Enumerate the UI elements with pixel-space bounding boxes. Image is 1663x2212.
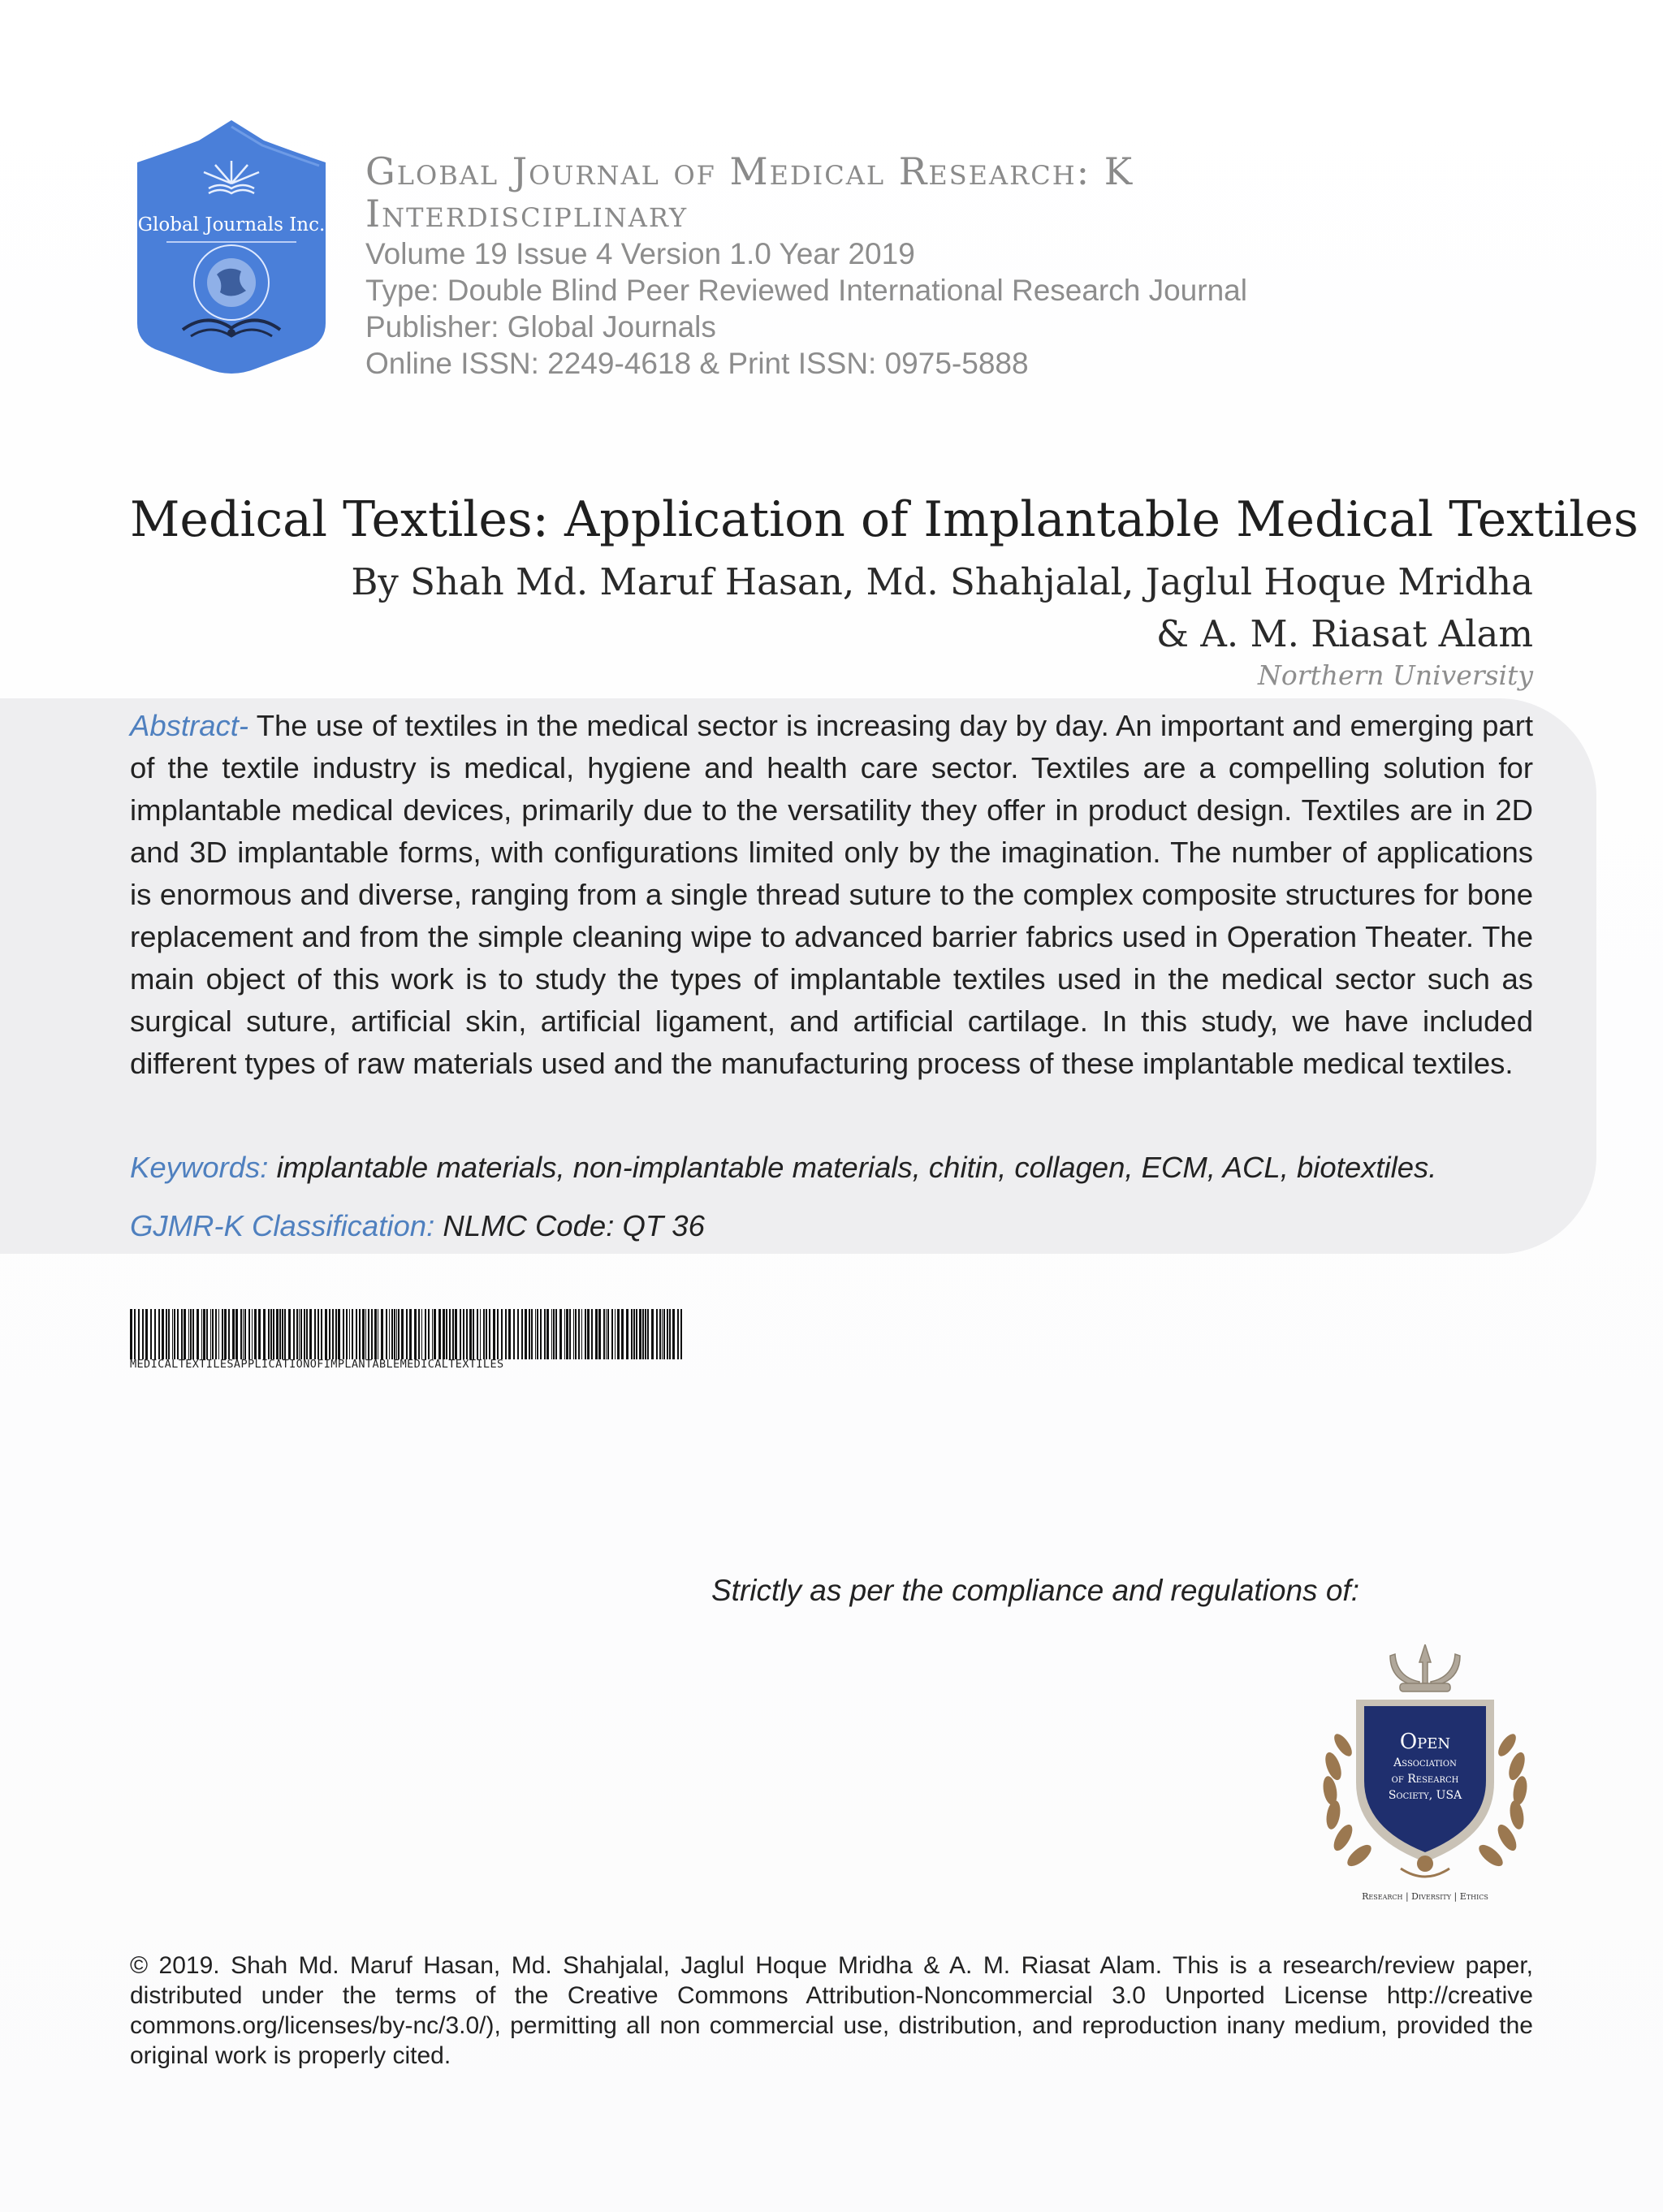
barcode-bar [647,1309,649,1359]
barcode-bar [434,1309,436,1359]
barcode-bar [421,1309,422,1359]
classification-label: GJMR-K Classification: [130,1209,435,1242]
barcode-bar [240,1309,242,1359]
oars-logo [1315,1644,1535,1904]
barcode-bar [254,1309,257,1359]
barcode-bar [540,1309,542,1359]
barcode-bar [611,1309,613,1359]
barcode-bar [398,1309,400,1359]
barcode-bar [463,1309,464,1359]
barcode-bar [222,1309,223,1359]
barcode-bar [368,1309,369,1359]
barcode-bar [321,1309,322,1359]
barcode-bar [645,1309,646,1359]
barcode-bar [309,1309,312,1359]
barcode-bar [578,1309,580,1359]
barcode-bar [546,1309,549,1359]
barcode-bar [394,1309,395,1359]
barcode-text: MEDICALTEXTILESAPPLICATIONOFIMPLANTABLEMEDICALTEXTILES [130,1358,504,1371]
barcode-bar [371,1309,373,1359]
logo-text: Global Journals Inc. [137,214,326,235]
barcode-bar [555,1309,557,1359]
barcode-bar [497,1309,499,1359]
barcode-bar [672,1309,675,1359]
barcode-bar [284,1309,286,1359]
barcode-bar [335,1309,337,1359]
barcode-bar [626,1309,628,1359]
barcode-bar [443,1309,445,1359]
barcode-bar [466,1309,468,1359]
barcode-bar [639,1309,641,1359]
barcode-bar [606,1309,607,1359]
journal-title: Global Journal of Medical Research: K Interdisciplinary [365,149,1134,235]
barcode-bar [343,1309,344,1359]
barcode-bar [508,1309,511,1359]
oars-logo-open: Open [1399,1730,1451,1754]
barcode-bar [559,1309,562,1359]
abstract [130,705,1533,1085]
barcode-bar [553,1309,555,1359]
barcode-bar [273,1309,274,1359]
barcode-bar [154,1309,156,1359]
barcode-bar [469,1309,472,1359]
barcode-bar [587,1309,590,1359]
global-journals-logo [134,120,329,380]
barcode-bar [263,1309,266,1359]
barcode-bar [513,1309,515,1359]
barcode-bar [529,1309,530,1359]
barcode-bar [244,1309,246,1359]
barcode-bar [248,1309,250,1359]
barcode-bar [142,1309,144,1359]
barcode-bar [332,1309,334,1359]
barcode-bar [184,1309,186,1359]
barcode-bar [162,1309,164,1359]
barcode-bar [633,1309,635,1359]
barcode-bar [642,1309,644,1359]
barcode-bar [663,1309,665,1359]
barcode-bar [177,1309,179,1359]
barcode-bar [218,1309,219,1359]
barcode-bar [483,1309,485,1359]
barcode-bar [537,1309,538,1359]
authors [315,556,1533,660]
barcode-bar [446,1309,447,1359]
barcode-bar [615,1309,616,1359]
barcode-bar [228,1309,230,1359]
barcode-bar [279,1309,281,1359]
barcode-bar [130,1309,132,1359]
barcode-bar [493,1309,495,1359]
barcode-bar [192,1309,194,1359]
barcode-bar [252,1309,253,1359]
abstract-text: The use of textiles in the medical sector is increasing day by day. An important and emerging part of the textile industry is medical, hygiene and health care sector. Textiles are a compelling solution for implantable medical devices, primarily due to the versatility they offer in product design. Textiles are in 2D and 3D implantable forms, with configurations limited only by the imagination. The number of applications is enormous and diverse, ranging from a single thread suture to the complex composite structures for bone replacement and from the simple cleaning wipe to advanced barrier fabrics used in Operation Theater. The main object of this work is to study the types of implantable textiles used in the medical sector such as surgical suture, artificial skin, artificial ligament, and artificial cartilage. In this study, we have included different types of raw materials used and the manufacturing process of these implantable medical textiles. [130,709,1533,1080]
barcode-bar [288,1309,291,1359]
barcode-bar [517,1309,519,1359]
barcode-bar [581,1309,582,1359]
barcode-bar [243,1309,244,1359]
oars-logo-association: Association [1393,1756,1457,1769]
barcode-bar [585,1309,586,1359]
barcode-bar [329,1309,330,1359]
barcode-bar [166,1309,167,1359]
oars-logo-society: Society, USA [1388,1789,1462,1802]
barcode-bar [314,1309,316,1359]
barcode-bar [651,1309,654,1359]
authors-line-2: & A. M. Riasat Alam [1156,612,1533,655]
barcode-bar [203,1309,205,1359]
barcode-bar [293,1309,295,1359]
barcode-bar [598,1309,601,1359]
barcode-bar [564,1309,565,1359]
barcode-bar [418,1309,420,1359]
barcode-bar [356,1309,357,1359]
barcode-bar [197,1309,199,1359]
barcode-bar [544,1309,546,1359]
barcode-bar [381,1309,383,1359]
barcode-bar [304,1309,305,1359]
barcode-bar [235,1309,238,1359]
barcode-bar [480,1309,481,1359]
barcode-bar [401,1309,404,1359]
abstract-label: Abstract- [130,709,249,742]
barcode-bar [389,1309,390,1359]
journal-meta [365,235,1247,382]
barcode-bar [438,1309,441,1359]
barcode-bar [188,1309,189,1359]
barcode-bar [573,1309,574,1359]
barcode-bar [489,1309,490,1359]
barcode-bar [551,1309,552,1359]
keywords-text: implantable materials, non-implantable materials, chitin, collagen, ECM, ACL, biotextiles. [276,1151,1437,1184]
barcode-bar [150,1309,152,1359]
barcode-bar [414,1309,417,1359]
barcode-bar [621,1309,624,1359]
barcode-bar [174,1309,175,1359]
barcode-bar [349,1309,350,1359]
barcode-bar [569,1309,571,1359]
barcode-bar [591,1309,593,1359]
barcode-bar [158,1309,160,1359]
barcode-bar [662,1309,663,1359]
barcode-bar [386,1309,387,1359]
barcode [130,1309,684,1359]
barcode-bar [138,1309,140,1359]
barcode-bar [455,1309,457,1359]
barcode-bar [680,1309,682,1359]
barcode-bar [206,1309,208,1359]
barcode-bar [346,1309,348,1359]
barcode-bar [282,1309,283,1359]
barcode-bar [617,1309,620,1359]
barcode-bar [636,1309,637,1359]
barcode-bar [406,1309,408,1359]
barcode-bar [409,1309,412,1359]
barcode-bar [432,1309,433,1359]
barcode-bar [521,1309,523,1359]
barcode-bar [667,1309,668,1359]
barcode-bar [299,1309,300,1359]
barcode-bar [656,1309,658,1359]
barcode-bar [603,1309,605,1359]
license-text: © 2019. Shah Md. Maruf Hasan, Md. Shahjalal, Jaglul Hoque Mridha & A. M. Riasat Alam. This is a research/review paper, distributed under the terms of the Creative Commons Attribution-Noncommercial 3.0 Unported License http://creative commons.org/licenses/by-nc/3.0/), permitting all non commercial use, distribution, and reproduction inany medium, provided the original work is properly cited. [130,1952,1533,2069]
barcode-bar [607,1309,609,1359]
barcode-bar [505,1309,507,1359]
barcode-bar [134,1309,136,1359]
barcode-bar [362,1309,365,1359]
barcode-bar [535,1309,536,1359]
affiliation: Northern University [1257,659,1533,691]
keywords-label: Keywords: [130,1151,269,1184]
barcode-bar [306,1309,308,1359]
barcode-bar [270,1309,272,1359]
barcode-bar [201,1309,202,1359]
classification-text: NLMC Code: QT 36 [443,1209,705,1242]
oars-logo-research: of Research [1391,1773,1459,1786]
barcode-bar [359,1309,361,1359]
barcode-bar [224,1309,227,1359]
barcode-bar [374,1309,377,1359]
barcode-bar [181,1309,183,1359]
keywords [130,1147,1533,1189]
barcode-bar [428,1309,430,1359]
barcode-bar [396,1309,397,1359]
oars-logo-motto: Research | Diversity | Ethics [1362,1891,1488,1902]
classification [130,1205,1533,1247]
authors-line-1: By Shah Md. Maruf Hasan, Md. Shahjalal, Jaglul Hoque Mridha [351,560,1533,603]
barcode-bar [325,1309,327,1359]
journal-publisher: Publisher: Global Journals [365,310,716,343]
barcode-bar [268,1309,270,1359]
barcode-bar [659,1309,661,1359]
barcode-bar [210,1309,211,1359]
barcode-bar [352,1309,353,1359]
barcode-bar [631,1309,633,1359]
barcode-bar [473,1309,474,1359]
barcode-bar [168,1309,170,1359]
barcode-bar [232,1309,235,1359]
barcode-bar [365,1309,366,1359]
barcode-bar [575,1309,577,1359]
barcode-bar [452,1309,454,1359]
barcode-bar [296,1309,298,1359]
barcode-bar [276,1309,279,1359]
barcode-bar [595,1309,598,1359]
barcode-bar [300,1309,302,1359]
barcode-bar [477,1309,478,1359]
barcode-bar [486,1309,487,1359]
journal-type: Type: Double Blind Peer Reviewed International Research Journal [365,274,1247,307]
barcode-bar [566,1309,568,1359]
barcode-bar [338,1309,340,1359]
barcode-bar [215,1309,217,1359]
barcode-bar [460,1309,461,1359]
barcode-bar [669,1309,671,1359]
barcode-bar [677,1309,679,1359]
journal-issn: Online ISSN: 2249-4618 & Print ISSN: 0975-5888 [365,347,1029,380]
barcode-bar [317,1309,319,1359]
barcode-bar [258,1309,261,1359]
barcode-bar [172,1309,173,1359]
barcode-bar [531,1309,533,1359]
barcode-bar [449,1309,451,1359]
paper-title: Medical Textiles: Application of Implantable Medical Textiles [130,491,1639,548]
journal-volume: Volume 19 Issue 4 Version 1.0 Year 2019 [365,237,915,270]
barcode-bar [212,1309,214,1359]
barcode-bar [525,1309,527,1359]
barcode-bar [501,1309,503,1359]
compliance-statement: Strictly as per the compliance and regulations of: [711,1574,1359,1607]
barcode-bar [145,1309,148,1359]
barcode-bar [425,1309,426,1359]
barcode-bar [190,1309,192,1359]
barcode-bar [391,1309,393,1359]
